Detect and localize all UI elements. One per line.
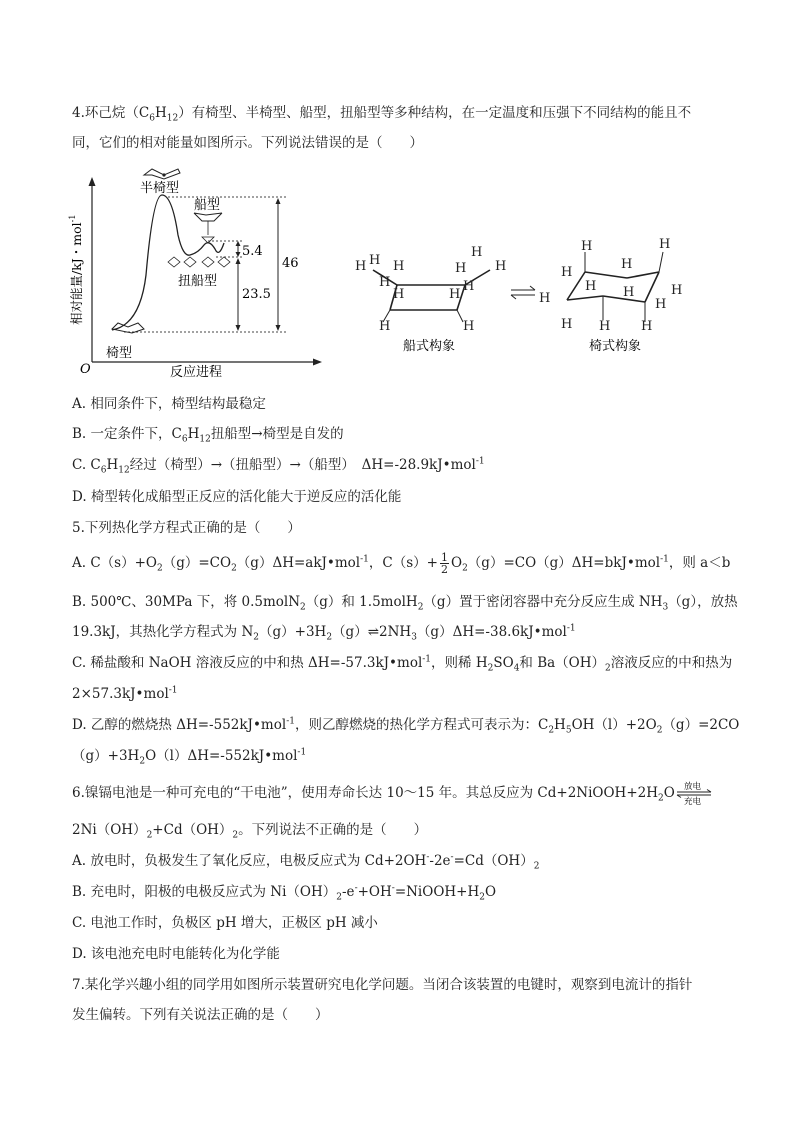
q5-option-b-line1: B. 500℃、30MPa 下，将 0.5molN$_2$（g）和 1.5molH$_2$（g）置于密闭容器中充分反应生成 $NH_3(g)$，放热: [72, 594, 738, 613]
q7-stem-line2: 发生偏转。下列有关说法正确的是（ ）: [72, 1007, 329, 1023]
fraction-half: $\frac{1}{2}$: [440, 551, 448, 576]
svg-text:H: H: [393, 259, 405, 274]
svg-text:H: H: [463, 319, 475, 334]
value-5-4: 5.4: [242, 244, 263, 259]
svg-text:H: H: [449, 287, 461, 302]
chair-icon: [112, 323, 144, 333]
svg-text:H: H: [369, 253, 381, 268]
svg-text:H: H: [379, 275, 391, 290]
q5-option-c-line1: C. 稀盐酸和 NaOH 溶液反应的中和热 ΔH=-57.3kJ•mol$^{-1}$，则稀 $H_2SO_4$和 $Ba(OH)_2$溶液反应的中和热为: [72, 654, 733, 674]
conformation-diagram: [345, 230, 695, 360]
svg-text:放电: 放电: [683, 781, 701, 792]
q5-option-d-line2: $(g)+3H_2O(l)\Delta H=-552kJ•mol^{-1}$: [72, 747, 307, 767]
label-half-chair: 半椅型: [140, 181, 180, 196]
q5-option-a: A. $C(s)+O_2(g)=CO_2(g)\Delta H=akJ•mol^{-1}$，C（s）+ $\frac{1}{2}$ $O_2(g)=CO(g)\Delta H=bkJ•mol^{-1}$，则 a＜b: [72, 551, 731, 576]
boat-conformation: [373, 270, 490, 322]
twist-boat-icon: [168, 257, 230, 267]
svg-text:H: H: [585, 279, 597, 294]
svg-text:H: H: [641, 319, 653, 334]
q4-option-a: A. 相同条件下，椅型结构最稳定: [72, 396, 266, 412]
q6-stem-line1: 6.镍镉电池是一种可充电的“干电池”，使用寿命长达 10～15 年。其总反应为 $Cd+2NiOOH+2H_2O$ 放电 充电: [72, 783, 713, 804]
q4-option-c: C. $C_6H_{12}$经过（椅型）→（扭船型）→（船型） ΔH=-28.9kJ•mol$^{-1}$: [72, 456, 485, 476]
svg-text:充电: 充电: [683, 796, 701, 805]
origin-label: O: [80, 362, 91, 377]
half-chair-icon: [144, 169, 180, 179]
label-twist-boat: 扭船型: [178, 274, 218, 289]
svg-text:H: H: [495, 259, 507, 274]
svg-text:H: H: [379, 319, 391, 334]
q6-stem-line2: $2Ni(OH)_2+Cd(OH)_2$。下列说法不正确的是（ ）: [72, 822, 428, 841]
energy-diagram: [68, 165, 328, 380]
q5-stem: 5.下列热化学方程式正确的是（ ）: [72, 520, 301, 536]
q4-stem-line1: 4.环己烷$(C_6H_{12})$有椅型、半椅型、船型，扭船型等多种结构，在一定温度和压强下不同结构的能且不: [72, 105, 692, 124]
discharge-charge-arrow: [675, 781, 713, 805]
caption-chair: 椅式构象: [589, 339, 642, 354]
svg-text:H: H: [539, 291, 551, 306]
q6-option-a: A. 放电时，负极发生了氧化反应，电极反应式为 $Cd+2OH^--2e^-=Cd(OH)_2$: [72, 852, 540, 872]
q5-option-b-line2: 19.3kJ，其热化学方程式为 $N_2(g)+3H_2(g)\rightleftharpoons 2NH_3(g)\Delta H=-38.6kJ•mol^{-1}$: [72, 623, 576, 643]
q4-option-d: D. 椅型转化成船型正反应的活化能大于逆反应的活化能: [72, 489, 402, 505]
equilibrium-arrow: [511, 286, 535, 299]
svg-text:H: H: [599, 319, 611, 334]
svg-text:H: H: [355, 259, 367, 274]
q4-option-b: B. 一定条件下，$C_6H_{12}$扭船型→椅型是自发的: [72, 426, 344, 445]
svg-text:H: H: [623, 285, 635, 300]
svg-text:H: H: [655, 297, 667, 312]
svg-text:H: H: [471, 245, 483, 260]
q5-option-c-line2: 2×57.3kJ•mol$^{-1}$: [72, 685, 178, 702]
x-axis-label: 反应进程: [170, 365, 223, 380]
label-boat: 船型: [194, 198, 221, 213]
svg-text:H: H: [455, 261, 467, 276]
svg-text:H: H: [561, 265, 573, 280]
svg-text:H: H: [561, 317, 573, 332]
q7-stem-line1: 7.某化学兴趣小组的同学用如图所示装置研究电化学问题。当闭合该装置的电键时，观察到电流计的指针: [72, 977, 693, 993]
y-axis-label: 相对能量/kJ・mol$^{-1}$: [68, 214, 84, 325]
svg-text:H: H: [393, 287, 405, 302]
svg-text:H: H: [621, 257, 633, 272]
q6-option-b: B. 充电时，阳极的电极反应式为 $Ni(OH)_2-e^-+OH^-=NiOOH+H_2O$: [72, 883, 497, 903]
svg-text:H: H: [671, 283, 683, 298]
q6-option-c: C. 电池工作时，负极区 pH 增大，正极区 pH 减小: [72, 915, 378, 931]
boat-icon: [194, 213, 222, 221]
svg-text:H: H: [463, 279, 475, 294]
q6-option-d: D. 该电池充电时电能转化为化学能: [72, 946, 280, 962]
q5-option-d-line1: D. 乙醇的燃烧热 ΔH=-552kJ•mol$^{-1}$，则乙醇燃烧的热化学方程式可表示为：$C_2H_5OH(l)+2O_2(g)=2CO$: [72, 716, 740, 736]
value-23-5: 23.5: [242, 287, 271, 302]
svg-text:H: H: [659, 237, 671, 252]
label-chair: 椅型: [106, 346, 133, 361]
q4-stem-line2: 同，它们的相对能量如图所示。下列说法错误的是（ ）: [72, 135, 423, 151]
caption-boat: 船式构象: [403, 339, 456, 354]
svg-text:H: H: [581, 239, 593, 254]
value-46: 46: [282, 256, 299, 271]
chair-conformation: [567, 252, 663, 322]
